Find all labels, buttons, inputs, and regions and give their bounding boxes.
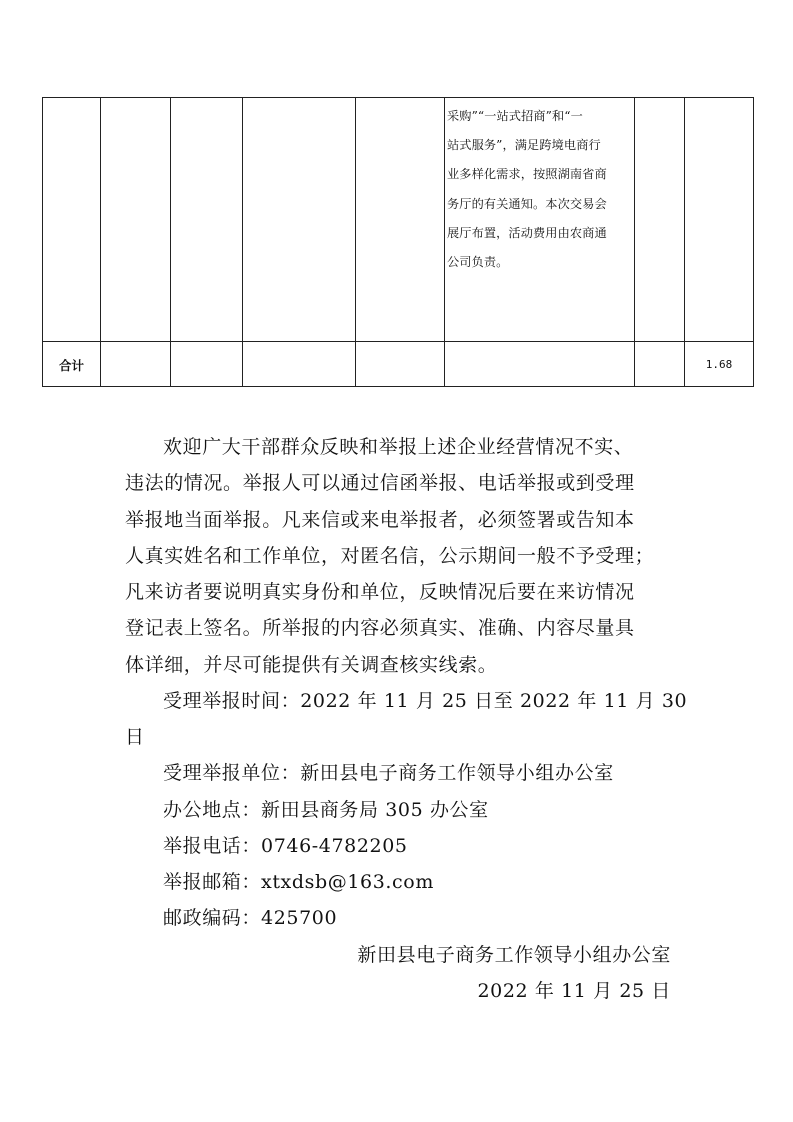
report-email: 举报邮箱：xtxdsb@163.com [163, 871, 434, 893]
report-time-continued: 日 [125, 726, 145, 748]
description-line: 采购”“一站式招商”和“一 [447, 109, 583, 123]
report-phone: 举报电话：0746-4782205 [163, 835, 408, 857]
report-unit: 受理举报单位：新田县电子商务工作领导小组办公室 [163, 762, 614, 784]
notice-paragraph-line: 人真实姓名和工作单位，对匿名信，公示期间一般不予受理； [125, 545, 655, 567]
table-column-divider [170, 98, 171, 386]
notice-paragraph-line: 凡来访者要说明真实身份和单位，反映情况后要在来访情况 [125, 581, 635, 603]
office-address: 办公地点：新田县商务局 305 办公室 [163, 799, 489, 821]
table-row-divider [43, 341, 753, 342]
signature-org: 新田县电子商务工作领导小组办公室 [357, 944, 671, 966]
postal-code: 邮政编码：425700 [163, 907, 338, 929]
description-line: 业多样化需求，按照湖南省商 [447, 167, 607, 182]
notice-paragraph-line: 违法的情况。举报人可以通过信函举报、电话举报或到受理 [125, 472, 635, 494]
notice-paragraph-line: 登记表上签名。所举报的内容必须真实、准确、内容尽量具 [125, 617, 635, 639]
total-label: 合计 [58, 357, 84, 373]
table-column-divider [355, 98, 356, 386]
description-cell [447, 102, 635, 277]
notice-paragraph-line: 欢迎广大干部群众反映和举报上述企业经营情况不实、 [163, 436, 634, 458]
description-line: 务厅的有关通知。本次交易会 [447, 196, 607, 211]
description-line: 展厅布置，活动费用由农商通 [447, 225, 607, 240]
table-column-divider [100, 98, 101, 386]
notice-paragraph-line: 体详细，并尽可能提供有关调查核实线索。 [125, 654, 498, 676]
total-value: 1.68 [705, 358, 733, 371]
description-line: 公司负责。 [447, 255, 509, 270]
notice-paragraph-line: 举报地当面举报。凡来信或来电举报者，必须签署或告知本 [125, 509, 635, 531]
report-time: 受理举报时间：2022 年 11 月 25 日至 2022 年 11 月 30 [163, 690, 688, 712]
table-column-divider [444, 98, 445, 386]
description-line: 站式服务”，满足跨境电商行 [447, 138, 601, 153]
signature-date: 2022 年 11 月 25 日 [477, 980, 671, 1002]
table-column-divider [242, 98, 243, 386]
summary-table [42, 97, 754, 387]
